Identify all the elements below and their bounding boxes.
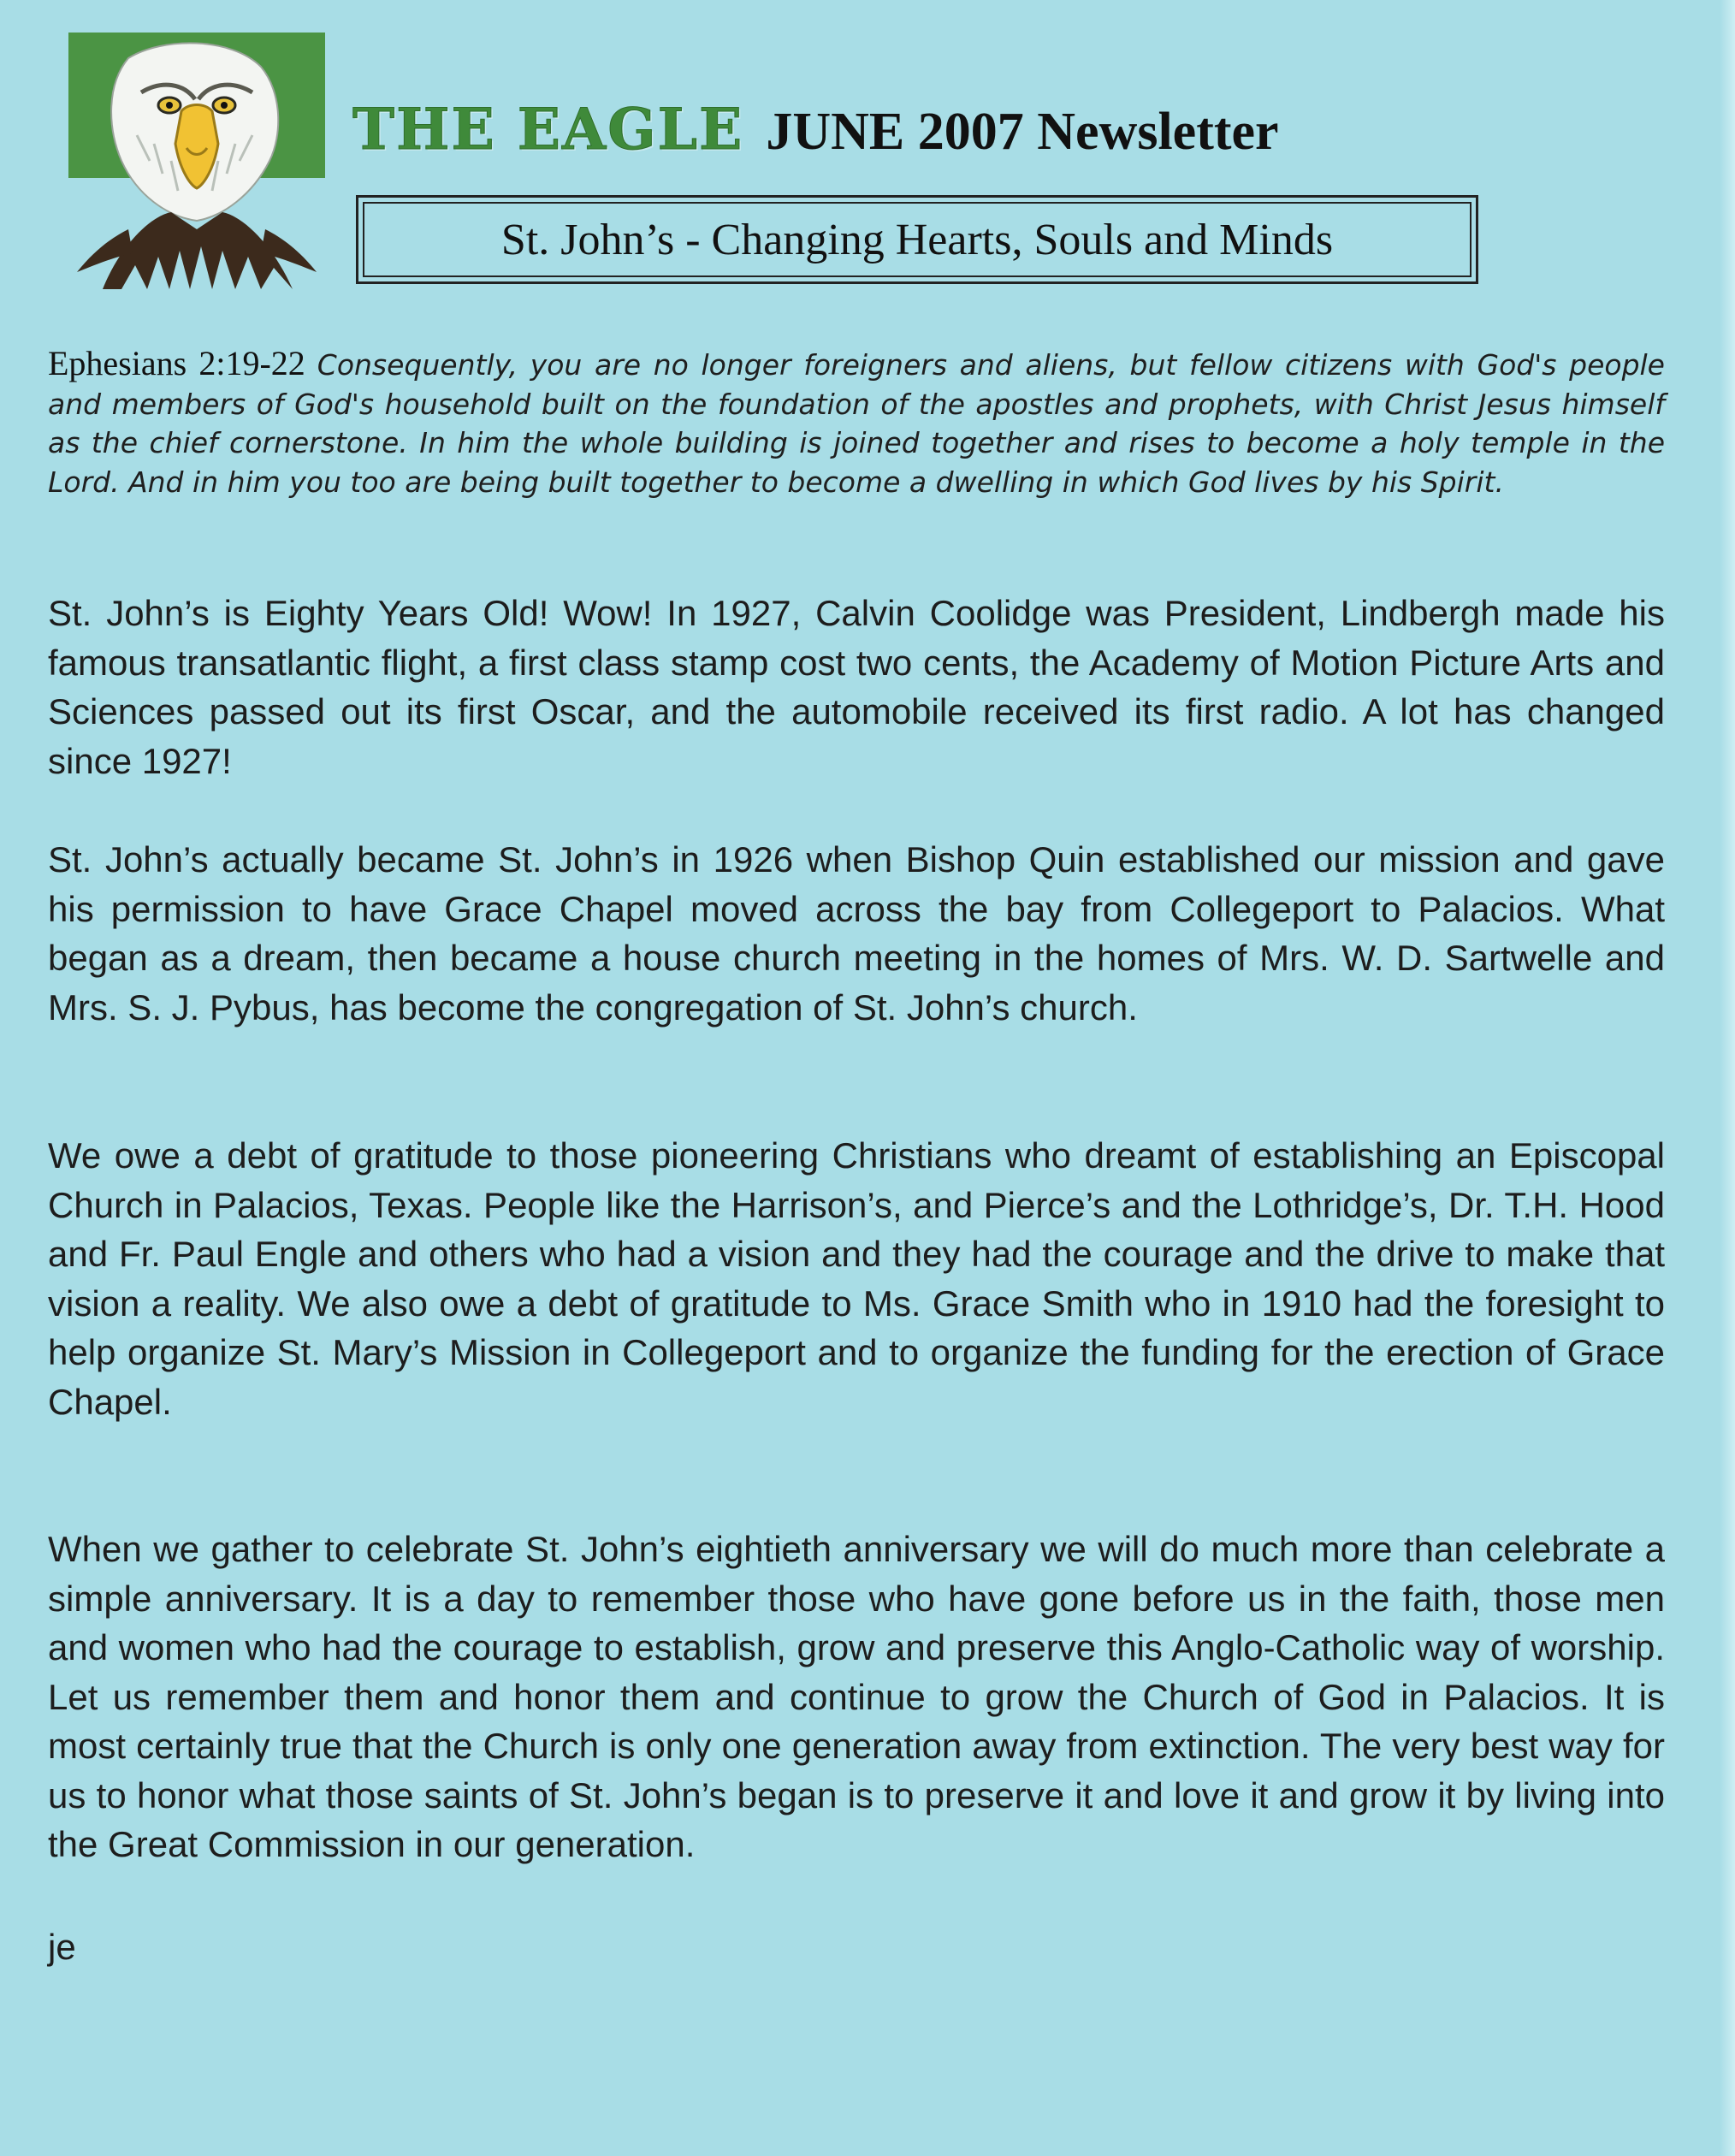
author-signoff: je bbox=[48, 1927, 76, 1967]
page-edge bbox=[1720, 0, 1735, 2156]
issue-date: JUNE 2007 Newsletter bbox=[766, 103, 1279, 161]
article-paragraph-2: St. John’s actually became St. John’s in 1926 when Bishop Quin established our mission and gave his permission to have Grace Chapel moved across the bay from Collegeport to Palacios. What began as a dream, then became a house church meeting in the homes of Mrs. W. D. Sartwelle and Mrs. S. J. Pybus, has become the congregation of St. John’s church. bbox=[48, 839, 1665, 1028]
eagle-logo bbox=[68, 33, 325, 289]
tagline-box bbox=[356, 195, 1478, 284]
article-paragraph-4: When we gather to celebrate St. John’s eightieth anniversary we will do much more than celebrate a simple anniversary. It is a day to remember those who have gone before us in the faith, those men and women who had the courage to establish, grow and preserve this Anglo-Catholic way of worship. Let us remember them and honor them and continue to grow the Church of God in Palacios. It is most certainly true that the Church is only one generation away from extinction. The very best way for us to honor what those saints of St. John’s began is to preserve it and love it and grow it by living into the Great Commission in our generation. bbox=[48, 1529, 1665, 1864]
article-paragraph-3: We owe a debt of gratitude to those pioneering Christians who dreamt of establishing an Episcopal Church in Palacios, Texas. People like the Harrison’s, and Pierce’s and the Lothridge’s, Dr. T.H. Hood and Fr. Paul Engle and others who had a vision and they had the courage and the drive to make that vision a reality. We also owe a debt of gratitude to Ms. Grace Smith who in 1910 had the foresight to help organize St. Mary’s Mission in Collegeport and to organize the funding for the erection of Grace Chapel. bbox=[48, 1135, 1665, 1422]
tagline: St. John’s - Changing Hearts, Souls and Minds bbox=[363, 202, 1471, 277]
masthead bbox=[352, 96, 1279, 173]
scripture-reference: Ephesians 2:19-22 bbox=[48, 344, 305, 382]
scripture-passage bbox=[48, 344, 1665, 501]
article-paragraph-1: St. John’s is Eighty Years Old! Wow! In 1927, Calvin Coolidge was President, Lindbergh made his famous transatlantic flight, a first class stamp cost two cents, the Academy of Motion Picture Arts and Sciences passed out its first Oscar, and the automobile received its first radio. A lot has changed since 1927! bbox=[48, 593, 1665, 781]
scripture-text: Consequently, you are no longer foreigners and aliens, but fellow citizens with God's people and members of God's household built on the foundation of the apostles and prophets, with Christ Jesus himself as the chief cornerstone. In him the whole building is joined together and rises to become a holy temple in the Lord. And in him you too are being built together to become a dwelling in which God lives by his Spirit. bbox=[48, 348, 1665, 499]
newsletter-title: THE EAGLE bbox=[352, 96, 744, 163]
